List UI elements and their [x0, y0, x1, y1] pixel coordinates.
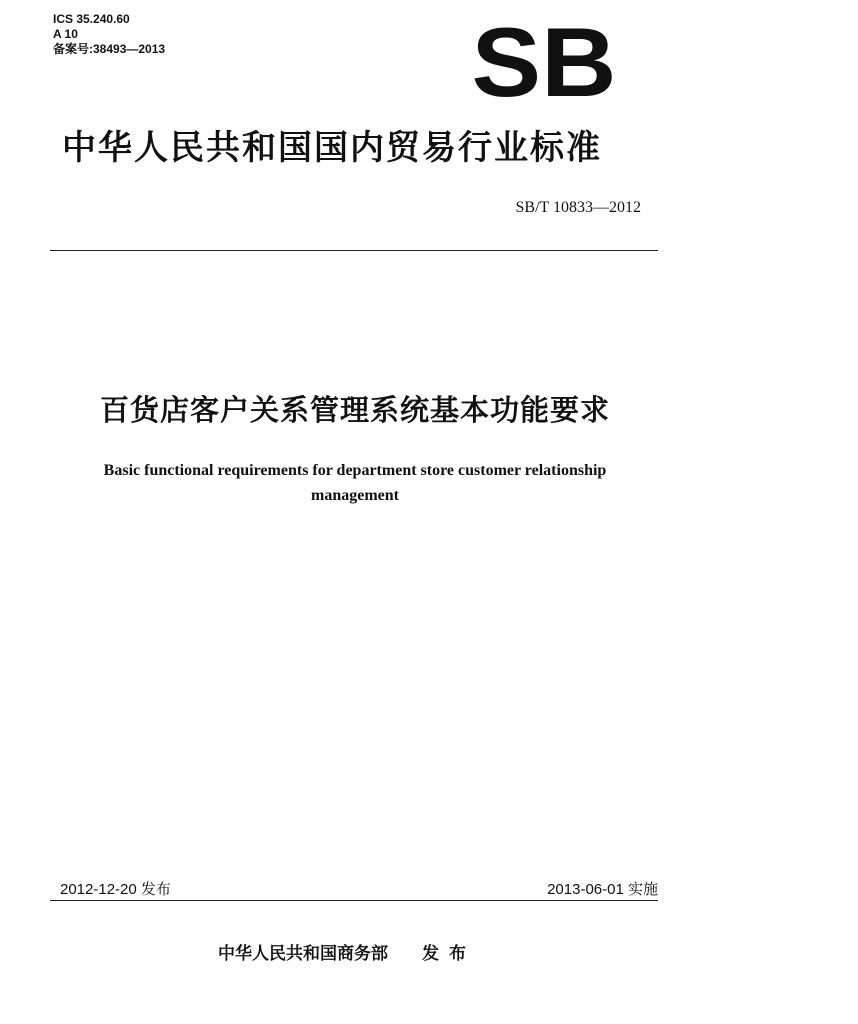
- publisher-verb: 发布: [422, 944, 476, 964]
- release-date: 2012-12-20 发布: [60, 881, 171, 898]
- document-meta: [53, 12, 165, 57]
- record-number: 备案号:38493—2013: [53, 42, 166, 56]
- implementation-date: 2013-06-01 实施: [547, 881, 658, 898]
- standard-number: SB/T 10833—2012: [515, 199, 641, 216]
- sb-logo-text: SB: [472, 22, 617, 100]
- top-divider: [50, 250, 658, 251]
- ics-code: ICS 35.240.60: [53, 12, 130, 26]
- document-title-english: Basic functional requirements for department store customer relationship management: [103, 462, 607, 504]
- sb-logo: [472, 22, 617, 100]
- publisher-name: 中华人民共和国商务部: [218, 944, 388, 964]
- bottom-divider: [50, 900, 658, 901]
- class-code: A 10: [53, 27, 78, 41]
- publisher: [218, 939, 476, 964]
- document-title-chinese: 百货店客户关系管理系统基本功能要求: [99, 393, 610, 427]
- issuing-body-title: 中华人民共和国国内贸易行业标准: [62, 128, 602, 168]
